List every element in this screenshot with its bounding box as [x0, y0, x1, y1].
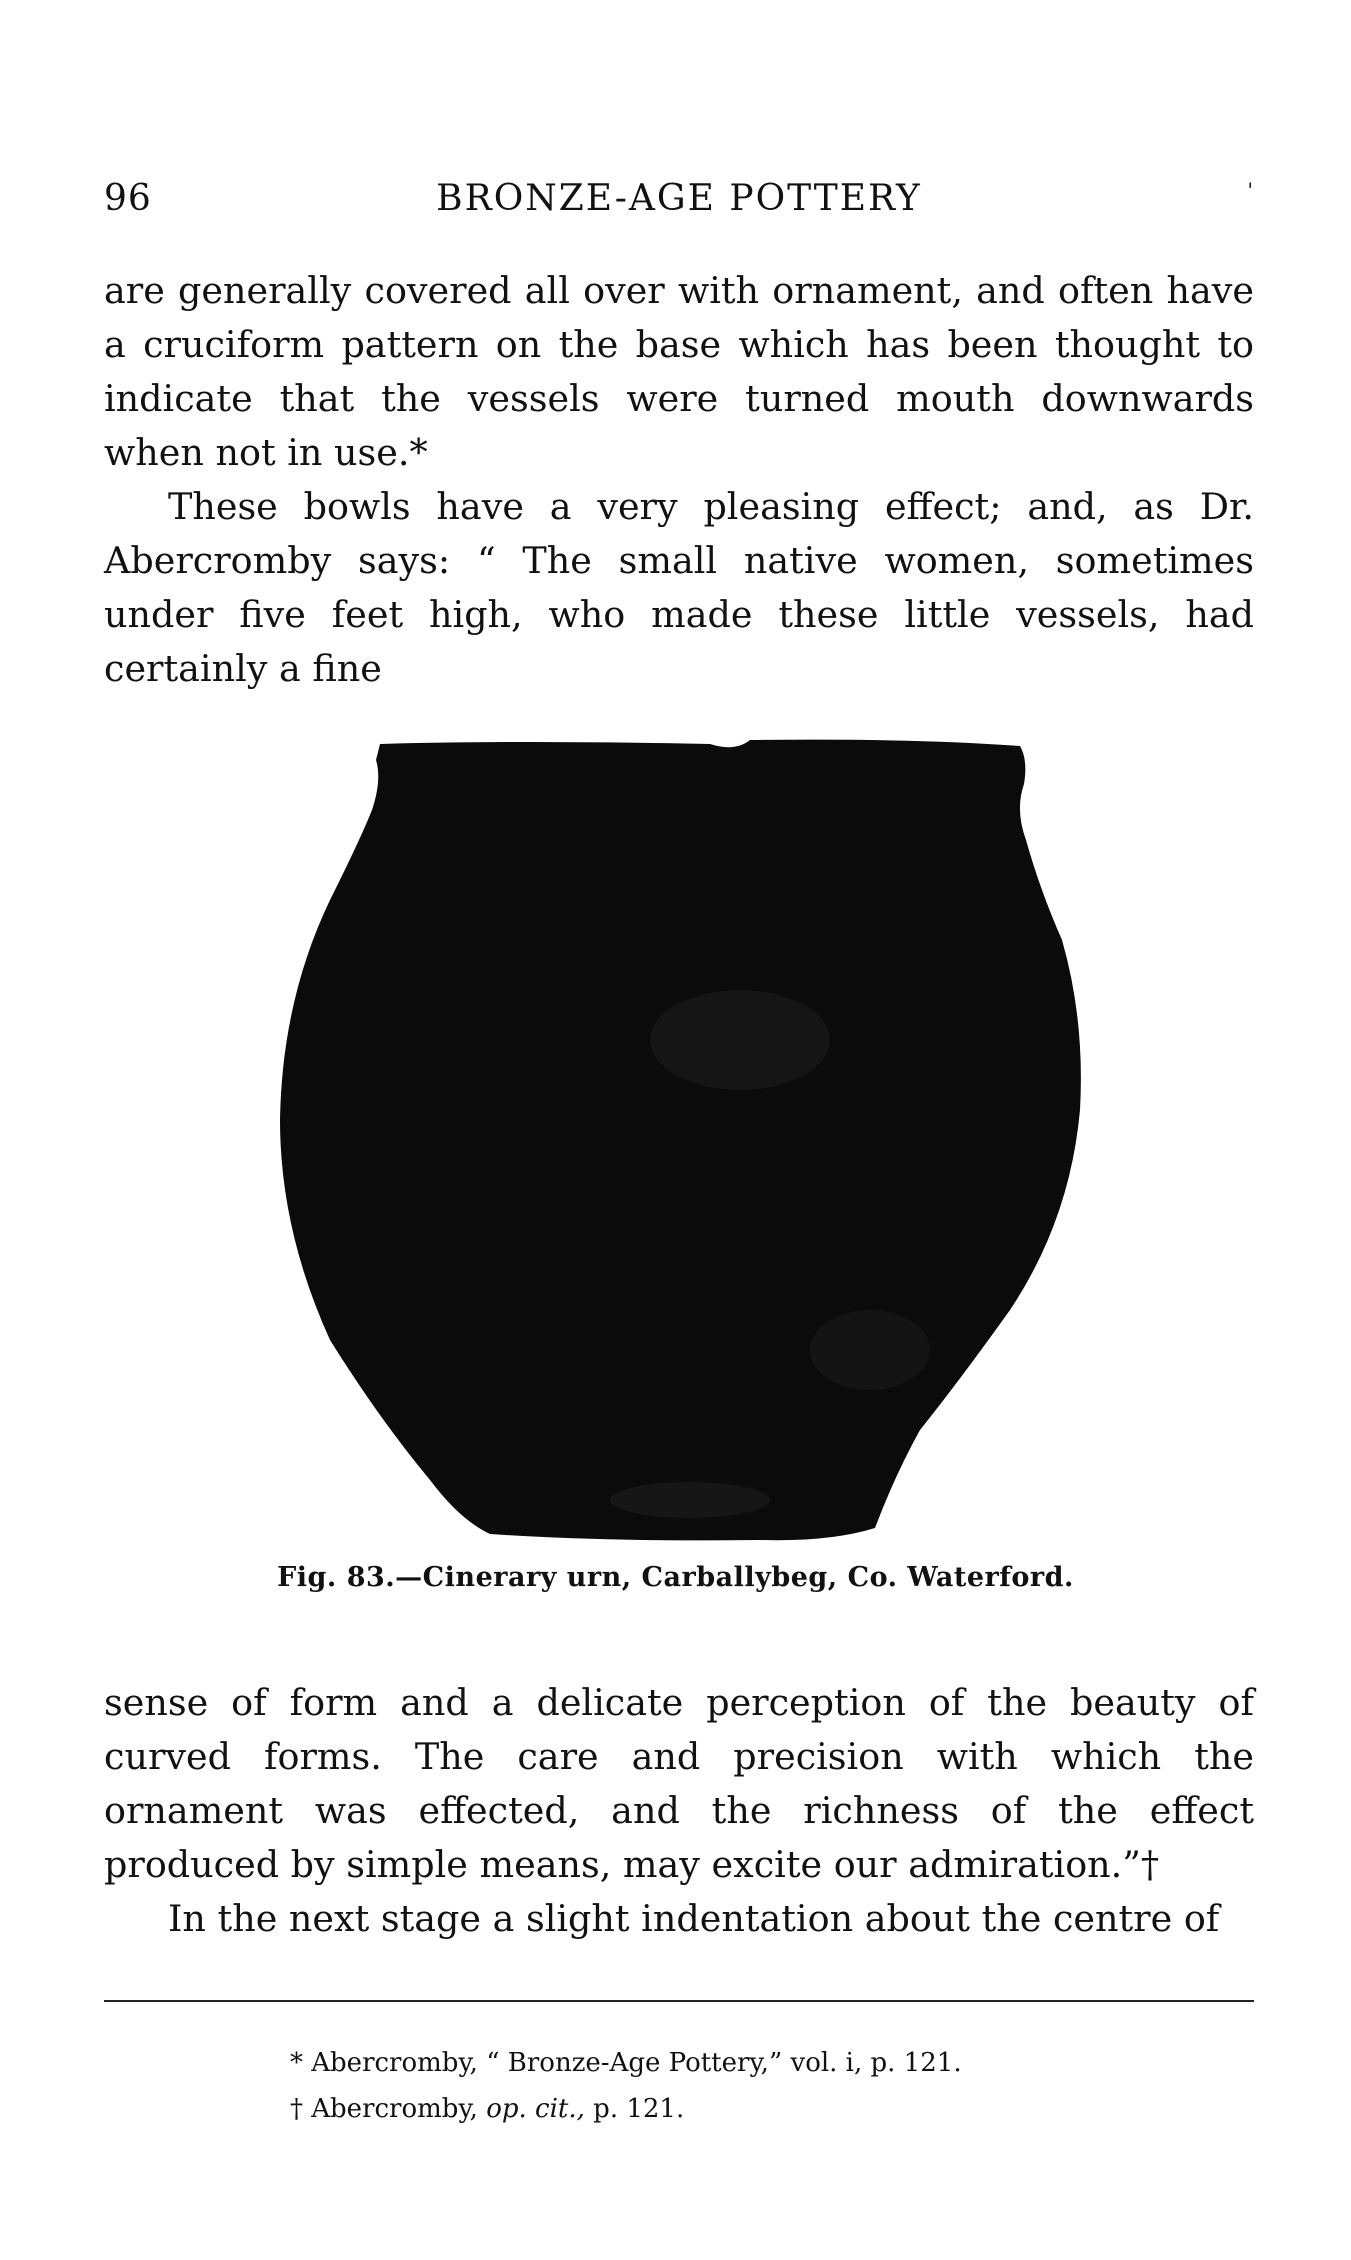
- running-title: BRONZE-AGE POTTERY: [436, 178, 922, 219]
- urn-texture: [810, 1310, 930, 1390]
- urn-silhouette: [280, 740, 1081, 1541]
- header-mark: ': [1247, 178, 1254, 202]
- cinerary-urn-image: [270, 720, 1120, 1570]
- running-head: [104, 178, 1254, 228]
- paragraph: In the next stage a slight indentation about the centre of: [168, 1897, 1220, 1940]
- paragraph: sense of form and a delicate perception of the beauty of curved forms. The care and precision with which the ornament was effected, and the richness of the effect produced by simple means, may excite our admiration.”†: [104, 1681, 1254, 1886]
- body-text-top: [104, 264, 1254, 696]
- page-number: 96: [104, 178, 152, 219]
- paragraph: are generally covered all over with ornament, and often have a cruciform pattern on the base which has been thought to indicate that the vessels were turned mouth downwards when not in use.*: [104, 269, 1254, 474]
- footnote-divider: [104, 2000, 1254, 2002]
- paragraph: These bowls have a very pleasing effect; and, as Dr. Abercromby says: “ The small native women, sometimes under five feet high, who made these little vessels, had certainly a fine: [104, 485, 1254, 690]
- footnotes: [290, 2040, 1190, 2132]
- footnote: * Abercromby, “ Bronze-Age Pottery,” vol. i, p. 121.: [290, 2048, 962, 2078]
- figure-caption: Fig. 83.—Cinerary urn, Carballybeg, Co. Waterford.: [277, 1562, 1074, 1593]
- urn-texture: [610, 1482, 770, 1518]
- urn-figure: [270, 720, 1120, 1570]
- footnote-text: p. 121.: [584, 2094, 685, 2124]
- urn-texture: [650, 990, 830, 1090]
- footnote-text: † Abercromby,: [290, 2094, 487, 2124]
- body-text-bottom: [104, 1676, 1254, 1946]
- footnote: [290, 2086, 1190, 2132]
- footnote-italic-text: op. cit.,: [486, 2094, 585, 2124]
